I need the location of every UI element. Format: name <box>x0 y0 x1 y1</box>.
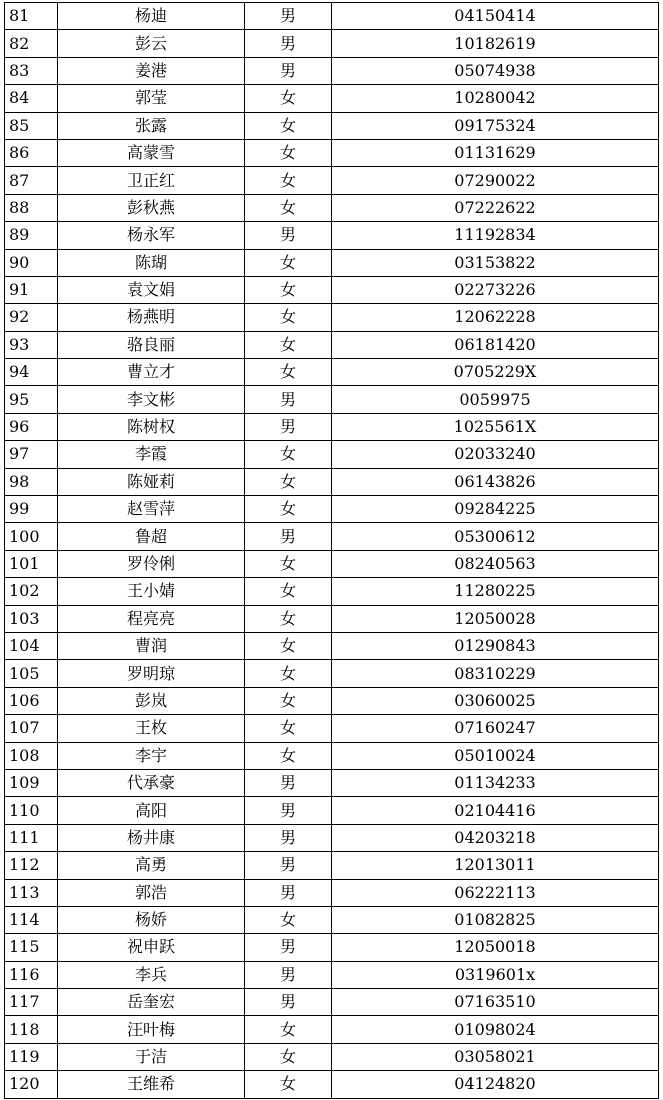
id-number-cell: 12050018 <box>332 934 659 961</box>
id-number-cell: 06143826 <box>332 468 659 495</box>
gender-cell: 女 <box>245 1043 332 1070</box>
row-number-cell: 118 <box>5 1016 58 1043</box>
table-row <box>5 1016 659 1043</box>
name-cell: 郭莹 <box>58 85 245 112</box>
name-cell: 于洁 <box>58 1043 245 1070</box>
row-number-cell: 110 <box>5 797 58 824</box>
id-number-cell: 01131629 <box>332 139 659 166</box>
id-number-cell: 03060025 <box>332 687 659 714</box>
row-number-cell: 95 <box>5 386 58 413</box>
gender-cell: 女 <box>245 496 332 523</box>
row-number-cell: 99 <box>5 496 58 523</box>
table-row <box>5 30 659 57</box>
table-row <box>5 715 659 742</box>
name-cell: 陈树权 <box>58 413 245 440</box>
gender-cell: 男 <box>245 852 332 879</box>
row-number-cell: 89 <box>5 222 58 249</box>
id-number-cell: 11192834 <box>332 222 659 249</box>
row-number-cell: 88 <box>5 194 58 221</box>
id-number-cell: 01098024 <box>332 1016 659 1043</box>
row-number-cell: 83 <box>5 57 58 84</box>
row-number-cell: 117 <box>5 989 58 1016</box>
name-cell: 彭秋燕 <box>58 194 245 221</box>
table-row <box>5 989 659 1016</box>
name-cell: 罗明琼 <box>58 660 245 687</box>
table-row <box>5 906 659 933</box>
name-cell: 李兵 <box>58 961 245 988</box>
table-row <box>5 550 659 577</box>
name-cell: 岳奎宏 <box>58 989 245 1016</box>
gender-cell: 男 <box>245 769 332 796</box>
id-number-cell: 10182619 <box>332 30 659 57</box>
table-row <box>5 112 659 139</box>
row-number-cell: 111 <box>5 824 58 851</box>
gender-cell: 女 <box>245 742 332 769</box>
name-cell: 曹润 <box>58 632 245 659</box>
id-number-cell: 02273226 <box>332 276 659 303</box>
name-cell: 高阳 <box>58 797 245 824</box>
name-cell: 李宇 <box>58 742 245 769</box>
gender-cell: 女 <box>245 632 332 659</box>
id-number-cell: 01290843 <box>332 632 659 659</box>
name-cell: 汪叶梅 <box>58 1016 245 1043</box>
table-row <box>5 3 659 30</box>
row-number-cell: 116 <box>5 961 58 988</box>
table-row <box>5 824 659 851</box>
gender-cell: 男 <box>245 961 332 988</box>
row-number-cell: 104 <box>5 632 58 659</box>
table-row <box>5 605 659 632</box>
row-number-cell: 85 <box>5 112 58 139</box>
row-number-cell: 100 <box>5 523 58 550</box>
name-cell: 代承豪 <box>58 769 245 796</box>
id-number-cell: 12062228 <box>332 304 659 331</box>
row-number-cell: 108 <box>5 742 58 769</box>
table-row <box>5 276 659 303</box>
gender-cell: 男 <box>245 413 332 440</box>
id-number-cell: 01082825 <box>332 906 659 933</box>
row-number-cell: 93 <box>5 331 58 358</box>
table-row <box>5 961 659 988</box>
table-row <box>5 687 659 714</box>
id-number-cell: 02104416 <box>332 797 659 824</box>
gender-cell: 男 <box>245 222 332 249</box>
gender-cell: 女 <box>245 660 332 687</box>
table-row <box>5 1043 659 1070</box>
table-row <box>5 879 659 906</box>
table-row <box>5 386 659 413</box>
name-cell: 姜港 <box>58 57 245 84</box>
gender-cell: 女 <box>245 167 332 194</box>
name-cell: 程亮亮 <box>58 605 245 632</box>
id-number-cell: 02033240 <box>332 441 659 468</box>
table-row <box>5 167 659 194</box>
name-cell: 高勇 <box>58 852 245 879</box>
row-number-cell: 107 <box>5 715 58 742</box>
gender-cell: 女 <box>245 715 332 742</box>
gender-cell: 女 <box>245 304 332 331</box>
roster-table <box>4 2 659 1099</box>
table-row <box>5 468 659 495</box>
id-number-cell: 08240563 <box>332 550 659 577</box>
name-cell: 张露 <box>58 112 245 139</box>
id-number-cell: 04150414 <box>332 3 659 30</box>
row-number-cell: 119 <box>5 1043 58 1070</box>
row-number-cell: 103 <box>5 605 58 632</box>
id-number-cell: 07222622 <box>332 194 659 221</box>
id-number-cell: 07160247 <box>332 715 659 742</box>
roster-table-body <box>5 3 659 1099</box>
gender-cell: 男 <box>245 797 332 824</box>
row-number-cell: 102 <box>5 578 58 605</box>
name-cell: 陈瑚 <box>58 249 245 276</box>
table-row <box>5 496 659 523</box>
row-number-cell: 105 <box>5 660 58 687</box>
table-row <box>5 742 659 769</box>
row-number-cell: 92 <box>5 304 58 331</box>
table-row <box>5 441 659 468</box>
table-row <box>5 222 659 249</box>
gender-cell: 女 <box>245 249 332 276</box>
id-number-cell: 06181420 <box>332 331 659 358</box>
table-row <box>5 1071 659 1098</box>
row-number-cell: 84 <box>5 85 58 112</box>
gender-cell: 女 <box>245 139 332 166</box>
table-row <box>5 249 659 276</box>
id-number-cell: 06222113 <box>332 879 659 906</box>
gender-cell: 女 <box>245 194 332 221</box>
table-row <box>5 852 659 879</box>
row-number-cell: 120 <box>5 1071 58 1098</box>
row-number-cell: 81 <box>5 3 58 30</box>
id-number-cell: 12013011 <box>332 852 659 879</box>
id-number-cell: 01134233 <box>332 769 659 796</box>
id-number-cell: 08310229 <box>332 660 659 687</box>
gender-cell: 男 <box>245 934 332 961</box>
name-cell: 李霞 <box>58 441 245 468</box>
row-number-cell: 87 <box>5 167 58 194</box>
name-cell: 杨迪 <box>58 3 245 30</box>
row-number-cell: 106 <box>5 687 58 714</box>
gender-cell: 女 <box>245 331 332 358</box>
id-number-cell: 03153822 <box>332 249 659 276</box>
row-number-cell: 86 <box>5 139 58 166</box>
name-cell: 骆良丽 <box>58 331 245 358</box>
row-number-cell: 91 <box>5 276 58 303</box>
row-number-cell: 82 <box>5 30 58 57</box>
table-row <box>5 934 659 961</box>
id-number-cell: 12050028 <box>332 605 659 632</box>
id-number-cell: 0705229X <box>332 359 659 386</box>
id-number-cell: 04203218 <box>332 824 659 851</box>
name-cell: 李文彬 <box>58 386 245 413</box>
row-number-cell: 97 <box>5 441 58 468</box>
id-number-cell: 03058021 <box>332 1043 659 1070</box>
name-cell: 郭浩 <box>58 879 245 906</box>
name-cell: 杨永军 <box>58 222 245 249</box>
gender-cell: 女 <box>245 578 332 605</box>
name-cell: 袁文娟 <box>58 276 245 303</box>
name-cell: 王维希 <box>58 1071 245 1098</box>
gender-cell: 男 <box>245 3 332 30</box>
id-number-cell: 05010024 <box>332 742 659 769</box>
gender-cell: 男 <box>245 523 332 550</box>
id-number-cell: 09175324 <box>332 112 659 139</box>
table-row <box>5 57 659 84</box>
gender-cell: 男 <box>245 879 332 906</box>
gender-cell: 女 <box>245 605 332 632</box>
row-number-cell: 109 <box>5 769 58 796</box>
table-row <box>5 660 659 687</box>
id-number-cell: 09284225 <box>332 496 659 523</box>
gender-cell: 女 <box>245 359 332 386</box>
name-cell: 曹立才 <box>58 359 245 386</box>
row-number-cell: 114 <box>5 906 58 933</box>
id-number-cell: 0059975 <box>332 386 659 413</box>
id-number-cell: 05074938 <box>332 57 659 84</box>
name-cell: 彭岚 <box>58 687 245 714</box>
name-cell: 杨燕明 <box>58 304 245 331</box>
gender-cell: 男 <box>245 386 332 413</box>
name-cell: 卫正红 <box>58 167 245 194</box>
row-number-cell: 98 <box>5 468 58 495</box>
row-number-cell: 101 <box>5 550 58 577</box>
gender-cell: 女 <box>245 112 332 139</box>
table-row <box>5 139 659 166</box>
gender-cell: 男 <box>245 824 332 851</box>
name-cell: 王小婧 <box>58 578 245 605</box>
table-row <box>5 769 659 796</box>
name-cell: 鲁超 <box>58 523 245 550</box>
id-number-cell: 10280042 <box>332 85 659 112</box>
name-cell: 高蒙雪 <box>58 139 245 166</box>
id-number-cell: 0319601x <box>332 961 659 988</box>
name-cell: 彭云 <box>58 30 245 57</box>
id-number-cell: 04124820 <box>332 1071 659 1098</box>
row-number-cell: 113 <box>5 879 58 906</box>
gender-cell: 男 <box>245 30 332 57</box>
id-number-cell: 07290022 <box>332 167 659 194</box>
gender-cell: 女 <box>245 550 332 577</box>
name-cell: 陈娅莉 <box>58 468 245 495</box>
name-cell: 赵雪萍 <box>58 496 245 523</box>
gender-cell: 女 <box>245 687 332 714</box>
id-number-cell: 11280225 <box>332 578 659 605</box>
name-cell: 杨娇 <box>58 906 245 933</box>
gender-cell: 女 <box>245 276 332 303</box>
table-row <box>5 331 659 358</box>
id-number-cell: 1025561X <box>332 413 659 440</box>
row-number-cell: 90 <box>5 249 58 276</box>
row-number-cell: 96 <box>5 413 58 440</box>
gender-cell: 女 <box>245 906 332 933</box>
gender-cell: 女 <box>245 85 332 112</box>
gender-cell: 男 <box>245 57 332 84</box>
gender-cell: 女 <box>245 468 332 495</box>
name-cell: 王枚 <box>58 715 245 742</box>
id-number-cell: 07163510 <box>332 989 659 1016</box>
id-number-cell: 05300612 <box>332 523 659 550</box>
table-row <box>5 413 659 440</box>
table-row <box>5 578 659 605</box>
table-row <box>5 85 659 112</box>
table-row <box>5 304 659 331</box>
gender-cell: 男 <box>245 989 332 1016</box>
name-cell: 杨井康 <box>58 824 245 851</box>
row-number-cell: 112 <box>5 852 58 879</box>
table-row <box>5 523 659 550</box>
table-row <box>5 797 659 824</box>
table-row <box>5 194 659 221</box>
gender-cell: 女 <box>245 1016 332 1043</box>
table-row <box>5 359 659 386</box>
table-row <box>5 632 659 659</box>
name-cell: 祝申跃 <box>58 934 245 961</box>
row-number-cell: 115 <box>5 934 58 961</box>
gender-cell: 女 <box>245 441 332 468</box>
row-number-cell: 94 <box>5 359 58 386</box>
name-cell: 罗伶俐 <box>58 550 245 577</box>
gender-cell: 女 <box>245 1071 332 1098</box>
